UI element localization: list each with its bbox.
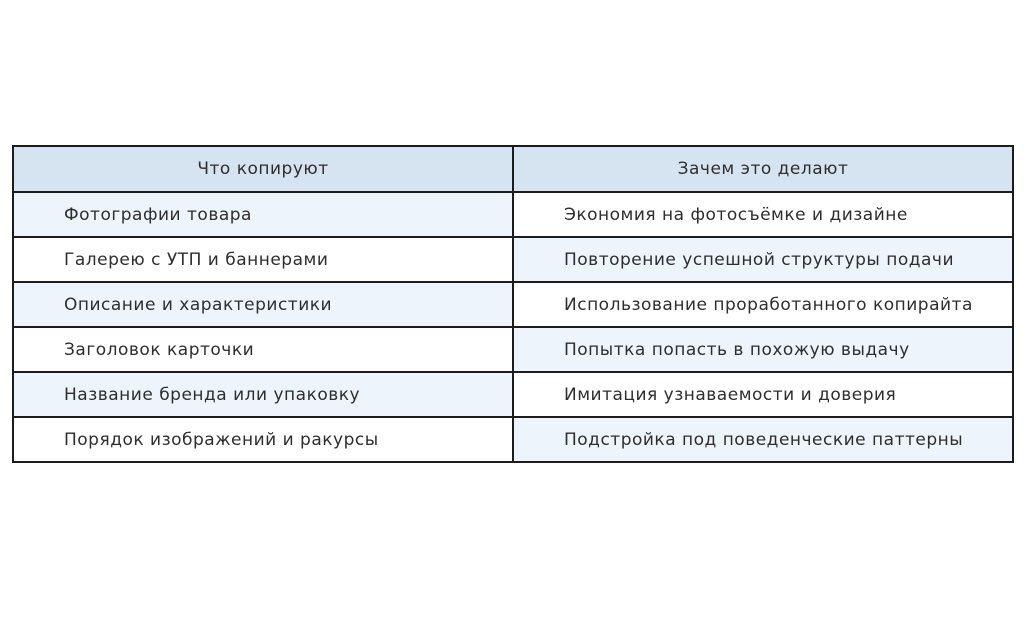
cell-why: Экономия на фотосъёмке и дизайне [513, 192, 1013, 237]
cell-what: Галерею с УТП и баннерами [13, 237, 513, 282]
table-row [13, 282, 1013, 327]
table-row [13, 327, 1013, 372]
table-body [13, 192, 1013, 462]
cell-what: Название бренда или упаковку [13, 372, 513, 417]
cell-what: Фотографии товара [13, 192, 513, 237]
table-row [13, 192, 1013, 237]
column-header-why-they-do-it: Зачем это делают [513, 146, 1013, 192]
cell-why: Подстройка под поведенческие паттерны [513, 417, 1013, 462]
column-header-what-they-copy: Что копируют [13, 146, 513, 192]
table-header [13, 146, 1013, 192]
cell-what: Порядок изображений и ракурсы [13, 417, 513, 462]
comparison-table-container [12, 145, 1012, 463]
table-row [13, 237, 1013, 282]
cell-what: Заголовок карточки [13, 327, 513, 372]
cell-why: Повторение успешной структуры подачи [513, 237, 1013, 282]
table-row [13, 417, 1013, 462]
comparison-table [12, 145, 1014, 463]
cell-why: Попытка попасть в похожую выдачу [513, 327, 1013, 372]
cell-why: Использование проработанного копирайта [513, 282, 1013, 327]
table-row [13, 372, 1013, 417]
header-row [13, 146, 1013, 192]
cell-why: Имитация узнаваемости и доверия [513, 372, 1013, 417]
cell-what: Описание и характеристики [13, 282, 513, 327]
